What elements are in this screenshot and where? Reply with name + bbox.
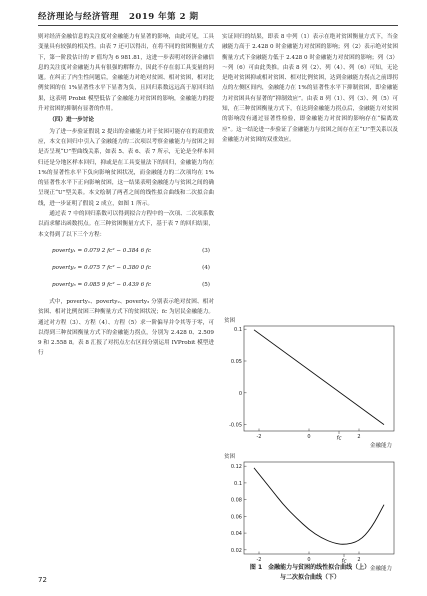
- equation: [38, 277, 214, 294]
- equation-expression: poverty₁ = 0.079 2 fc² − 0.384 6 fc: [52, 247, 152, 254]
- x-tick-label: -2: [256, 557, 262, 563]
- linear-fit-chart-svg: [222, 312, 398, 452]
- caption-line: 与二次拟合曲线（下）: [279, 574, 340, 581]
- equation-number: (3): [202, 247, 210, 254]
- y-tick-label: -0.05: [229, 422, 242, 429]
- y-tick-label: 0.12: [230, 464, 242, 471]
- y-tick-label: 0.02: [230, 547, 242, 554]
- equation: [38, 260, 214, 277]
- paragraph: 式中，poverty₁、poverty₂、poverty₃ 分别表示绝对贫困、相对贫困、相对比例贫困三种衡量方式下的贫困状况；fc 为居民金融能力。通过对方程（3）、方程（4）、方程（5）求一阶偏导并令其等于零，可以得到三种贫困衡量方式下的金融能力拐点，分别为 2.428 0、2.509 9 和 2.558 8。表 8 汇报了对拐点左右区间分别运用 IVProbit 模型进行: [38, 298, 214, 357]
- y-tick-label: 0.06: [230, 514, 242, 521]
- y-tick-label: 0.04: [230, 531, 242, 538]
- equation-number: (5): [202, 281, 210, 288]
- fc-marker-label: fc: [341, 558, 347, 565]
- issue-label: 2019 年第 2 期: [129, 12, 199, 22]
- paragraph: 则对经济金融信息的关注度对金融能力有显著的影响，由此可见，工具变量具有较强的相关性。由表 7 还可以得出，在将不同的贫困衡量方式下，第一阶段估计的 F 值均为 6 981.81，这进一步表明对经济金融信息的关注度对金融能力具有很强的解释力，因此不存在弱工具变量的问题。在纠正了内生性问题后，金融能力对绝对贫困、相对贫困，相对比例贫困的在 1%显著性水平下显著为负，且回归系数远远高于原回归结果，这表明 Probit 模型低估了金融能力对贫困的影响，金融能力的提升对贫困的抑制有显著的作用。: [38, 34, 214, 113]
- figure-caption: [222, 563, 398, 583]
- x-tick-label: -2: [256, 434, 262, 440]
- y-tick-label: 0.1: [234, 327, 242, 334]
- equation: [38, 243, 214, 260]
- equation-expression: poverty₃ = 0.085 9 fc² − 0.439 6 fc: [52, 281, 152, 288]
- y-tick-label: 0.1: [234, 480, 242, 487]
- equation-number: (4): [202, 264, 210, 271]
- y-tick-label: 0: [238, 390, 242, 397]
- equation-expression: poverty₂ = 0.075 7 fc² − 0.380 0 fc: [52, 264, 152, 271]
- x-tick-label: 2: [357, 557, 361, 563]
- caption-line: 图 1 金融能力与贫困的线性拟合曲线（上）: [249, 564, 371, 571]
- fit-curve: [254, 468, 384, 544]
- equation-block: [38, 243, 214, 294]
- paragraph: 实证回归的结果，即表 8 中列（1）表示在绝对贫困衡量方式下，当金融能力高于 2.428 0 时金融能力对贫困的影响；列（2）表示绝对贫困衡量方式下金融能力低于 2.428 0 时金融能力对贫困的影响；列（3）～列（6）可由此类推。由表 8 列（2）、列（4）、列（6）可知，无论是绝对贫困抑或相对贫困、相对比例贫困，达到金融能力拐点之前即拐点的左侧区间内，金融能力在 1%的显著性水平下抑制贫困，即金融能力对贫困具有显著的“抑制效应”。由表 8 列（1）、列（3）、列（5）可知，在三种贫困衡量方式下，在达到金融能力拐点后，金融能力对贫困的影响没有通过显著性检验，即金融能力对贫困的影响存在“偏离效应”。这一结论进一步验证了金融能力与贫困之间存在正“U”型关系以及金融能力对贫困的双重效应。: [222, 34, 398, 143]
- x-tick-label: 0: [307, 557, 311, 563]
- left-column: [38, 32, 214, 359]
- x-axis-label: 金融能力: [369, 443, 392, 449]
- y-axis-label: 贫困: [224, 318, 236, 324]
- x-tick-label: 0: [307, 434, 311, 440]
- right-column: [222, 32, 398, 145]
- linear-fit-chart: [222, 312, 398, 452]
- x-tick-label: 2: [357, 434, 361, 440]
- y-tick-label: 0.08: [230, 497, 242, 504]
- section-title: （四）进一步讨论: [49, 117, 94, 124]
- page-number: 72: [38, 576, 47, 584]
- running-header: [38, 10, 398, 24]
- x-axis-label: 金融能力: [369, 566, 392, 572]
- journal-name: 经济理论与经济管理: [38, 12, 120, 22]
- fc-marker-label: fc: [336, 435, 342, 442]
- paragraph: 通过表 7 中的回归系数可以得到拟合方程中的一次项、二次项系数以而求解出函数拐点。在三种贫困衡量方式下，基于表 7 的回归结果，本文得到了以下三个方程：: [38, 211, 214, 238]
- fit-curve: [254, 330, 384, 425]
- plot-frame: [244, 462, 394, 554]
- y-axis-label: 贫困: [224, 454, 236, 460]
- paragraph: 为了进一步验证假说 2 提出的金融能力对于贫困可能存在的双重效应，本文在回归中引入了金融能力的二次项以考察金融能力与贫困之间是否呈现“U”型曲线关系，如表 5、表 6、表 7 所示，无论是全样本回归还是分地区样本回归，抑或是在工具变量法下的回归，金融能力均在 1%的显著性水平下负向影响贫困状况，而金融能力的二次项均在 1%的显著性水平下正向影响贫困，这一结果表明金融能力与贫困之间的确呈现正“U”型关系。本文绘制了两者之间的线性拟合曲线和二次拟合曲线，进一步证明了假说 2 成立，如图 1 所示。: [38, 128, 214, 207]
- header-rule: [38, 25, 398, 26]
- y-tick-label: 0.05: [230, 359, 242, 365]
